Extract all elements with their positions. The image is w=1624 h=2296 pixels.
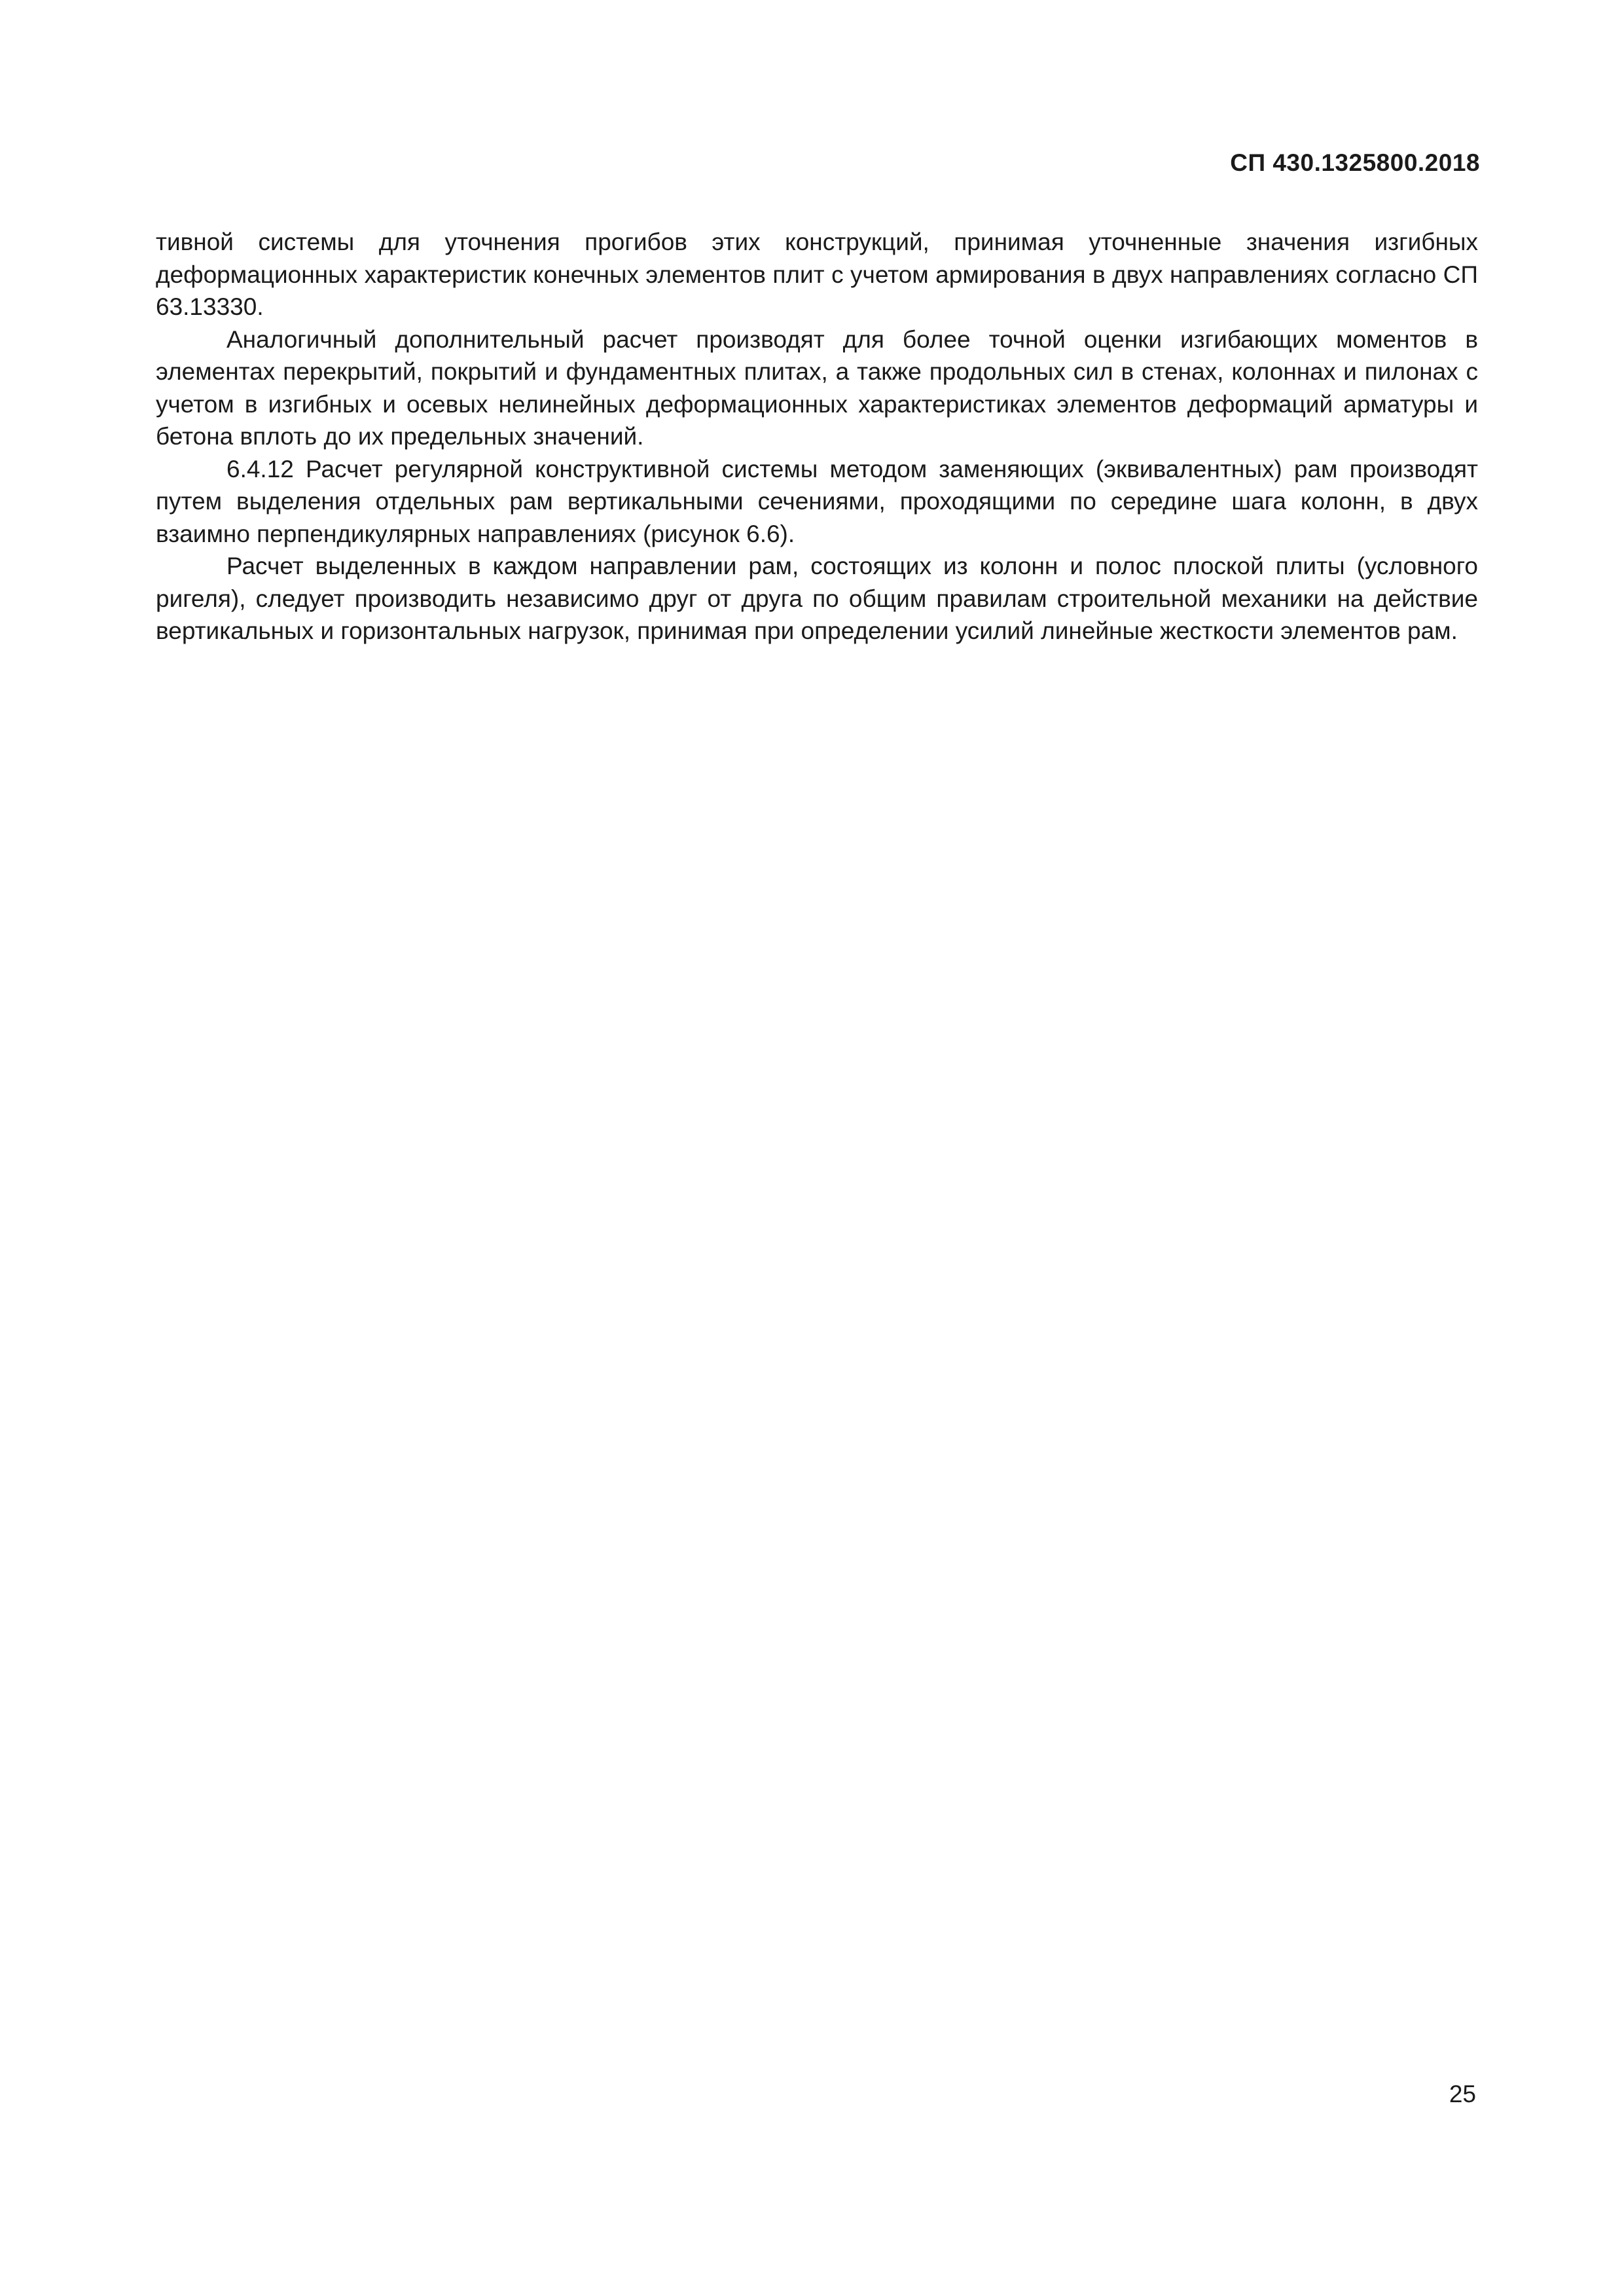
paragraph: Аналогичный дополнительный расчет производят для более точной оценки изгибающих моментов в элементах перекрытий, покрытий и фундаментных плитах, а также продольных сил в стенах, колоннах и пилонах с учетом в изгибных и осевых нелинейных деформационных характеристиках элементов деформаций арматуры и бетона вплоть до их предельных значений. [156,325,1478,450]
paragraph-continuation: тивной системы для уточнения прогибов этих конструкций, принимая уточненные значения изгибных деформационных характеристик конечных элементов плит с учетом армирования в двух направлениях согласно СП 63.13330. [156,228,1478,320]
body-text [156,226,1478,647]
document-code: СП 430.1325800.2018 [1230,149,1480,176]
paragraph: Расчет выделенных в каждом направлении рам, состоящих из колонн и полос плоской плиты (условного ригеля), следует производить независимо друг от друга по общим правилам строительной механики на действие вертикальных и горизонтальных нагрузок, принимая при определении усилий линейные жесткости элементов рам. [156,553,1478,644]
paragraph-clause-6-4-12: 6.4.12 Расчет регулярной конструктивной системы методом заменяющих (эквивалентных) рам производят путем выделения отдельных рам вертикальными сечениями, проходящими по середине шага колонн, в двух взаимно перпендикулярных направлениях (рисунок 6.6). [156,455,1478,547]
page-number: 25 [1449,2081,1476,2107]
